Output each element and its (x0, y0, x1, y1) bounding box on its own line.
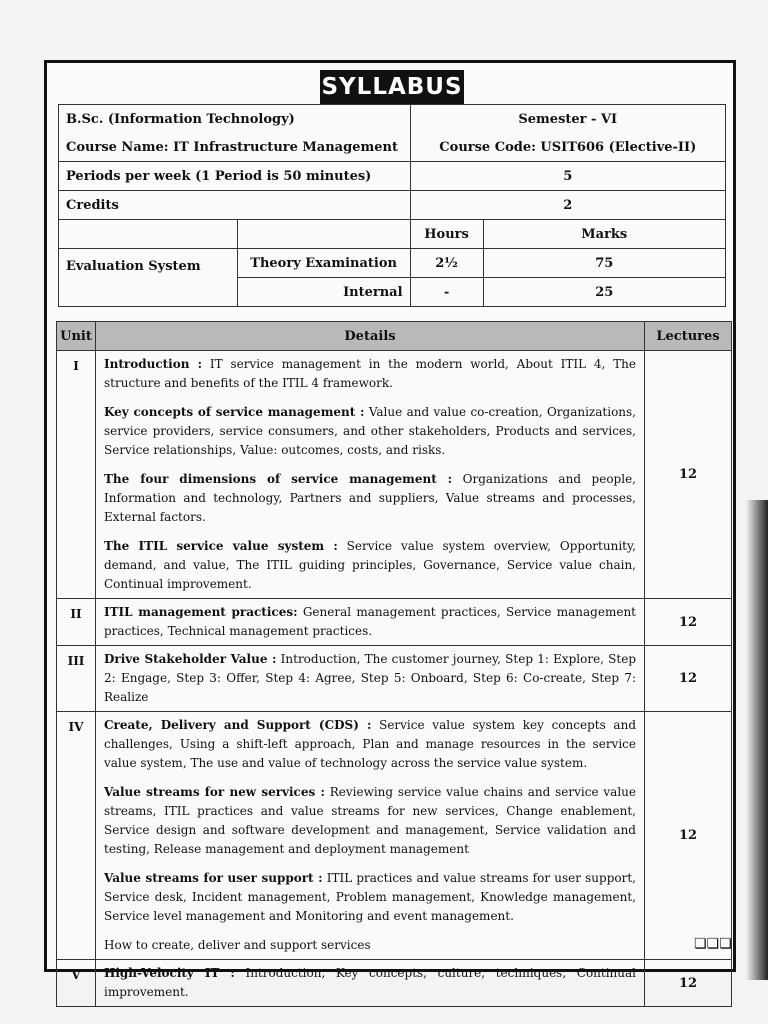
topic-paragraph (104, 964, 636, 1002)
periods-label: Periods per week (1 Period is 50 minutes) (59, 162, 411, 191)
evaluation-label: Evaluation System (59, 249, 238, 307)
theory-hours: 2½ (410, 249, 483, 278)
blank-cell (59, 220, 238, 249)
topic-paragraph (104, 403, 636, 460)
topic-heading: Value streams for new services : (104, 785, 325, 799)
lecture-count: 12 (645, 960, 732, 1007)
topic-text: Service value system overview, Opportunity, demand, and value, The ITIL guiding principles, Governance, Service value chain, Continual improvement. (104, 539, 636, 591)
topic-text: ITIL practices and value streams for user support, Service desk, Incident management, Problem management, Knowledge management, Service level management and Monitoring and event management. (104, 871, 636, 923)
topic-paragraph (104, 603, 636, 641)
topic-text: How to create, deliver and support services (104, 938, 371, 952)
syllabus-title: SYLLABUS (320, 70, 464, 104)
unit-row (57, 960, 732, 1007)
page-shadow-edge (746, 500, 768, 980)
course-info-table (58, 104, 726, 307)
course-name-cell: Course Name: IT Infrastructure Management (59, 133, 411, 162)
lecture-count: 12 (645, 712, 732, 960)
unit-details (96, 599, 645, 646)
topic-text: Service value system key concepts and challenges, Using a shift-left approach, Plan and manage resources in the service value system, The use and value of technology across the service value system. (104, 718, 636, 770)
topic-text: IT service management in the modern world, About ITIL 4, The structure and benefits of the ITIL 4 framework. (104, 357, 636, 390)
topic-paragraph (104, 650, 636, 707)
topic-heading: Key concepts of service management : (104, 405, 365, 419)
topic-text: Reviewing service value chains and service value streams, ITIL practices and value streams for new services, Change enablement, Service design and software development and management, Service validation and testing, Release management and deployment management (104, 785, 637, 856)
topic-heading: Drive Stakeholder Value : (104, 652, 277, 666)
unit-details (96, 351, 645, 599)
internal-label: Internal (237, 278, 410, 307)
topic-heading: ITIL management practices: (104, 605, 298, 619)
topic-text: Organizations and people, Information and technology, Partners and suppliers, Value streams and processes, External factors. (104, 472, 636, 524)
blank-cell (237, 220, 410, 249)
internal-marks: 25 (483, 278, 726, 307)
unit-number: I (57, 351, 96, 599)
unit-details (96, 646, 645, 712)
unit-details (96, 960, 645, 1007)
theory-marks: 75 (483, 249, 726, 278)
topic-paragraph (104, 537, 636, 594)
lectures-header: Lectures (645, 322, 732, 351)
topic-heading: The four dimensions of service management : (104, 472, 453, 486)
lecture-count: 12 (645, 599, 732, 646)
semester-cell: Semester - VI (410, 105, 725, 134)
hours-header: Hours (410, 220, 483, 249)
unit-number: III (57, 646, 96, 712)
topic-text: General management practices, Service management practices, Technical management practices. (104, 605, 636, 638)
credits-value: 2 (410, 191, 725, 220)
topic-heading: Value streams for user support : (104, 871, 323, 885)
unit-row (57, 351, 732, 599)
unit-row (57, 599, 732, 646)
unit-number: IV (57, 712, 96, 960)
unit-details (96, 712, 645, 960)
topic-paragraph (104, 355, 636, 393)
unit-row (57, 646, 732, 712)
end-marks: ❏❏❏ (694, 936, 732, 952)
unit-row (57, 712, 732, 960)
periods-value: 5 (410, 162, 725, 191)
credits-label: Credits (59, 191, 411, 220)
topic-paragraph (104, 716, 636, 773)
theory-label: Theory Examination (237, 249, 410, 278)
course-code-cell: Course Code: USIT606 (Elective-II) (410, 133, 725, 162)
unit-number: V (57, 960, 96, 1007)
details-header: Details (96, 322, 645, 351)
topic-heading: Introduction : (104, 357, 203, 371)
unit-number: II (57, 599, 96, 646)
syllabus-table (56, 321, 732, 1007)
topic-heading: Create, Delivery and Support (CDS) : (104, 718, 372, 732)
topic-heading: The ITIL service value system : (104, 539, 338, 553)
topic-text: Introduction, Key concepts, culture, techniques, Continual improvement. (104, 966, 636, 999)
program-cell: B.Sc. (Information Technology) (59, 105, 411, 134)
syllabus-body (57, 351, 732, 1007)
topic-paragraph (104, 470, 636, 527)
lecture-count: 12 (645, 646, 732, 712)
topic-paragraph (104, 869, 636, 926)
topic-paragraph (104, 783, 636, 859)
lecture-count: 12 (645, 351, 732, 599)
marks-header: Marks (483, 220, 726, 249)
topic-heading: High-Velocity IT : (104, 966, 235, 980)
topic-text: Introduction, The customer journey, Step 1: Explore, Step 2: Engage, Step 3: Offer, Step 4: Agree, Step 5: Onboard, Step 6: Co-create, Step 7: Realize (104, 652, 637, 704)
topic-text: Value and value co-creation, Organizations, service providers, service consumers, and other stakeholders, Products and services, Service relationships, Value: outcomes, costs, and risks. (104, 405, 636, 457)
unit-header: Unit (57, 322, 96, 351)
topic-paragraph (104, 936, 636, 955)
internal-hours: - (410, 278, 483, 307)
